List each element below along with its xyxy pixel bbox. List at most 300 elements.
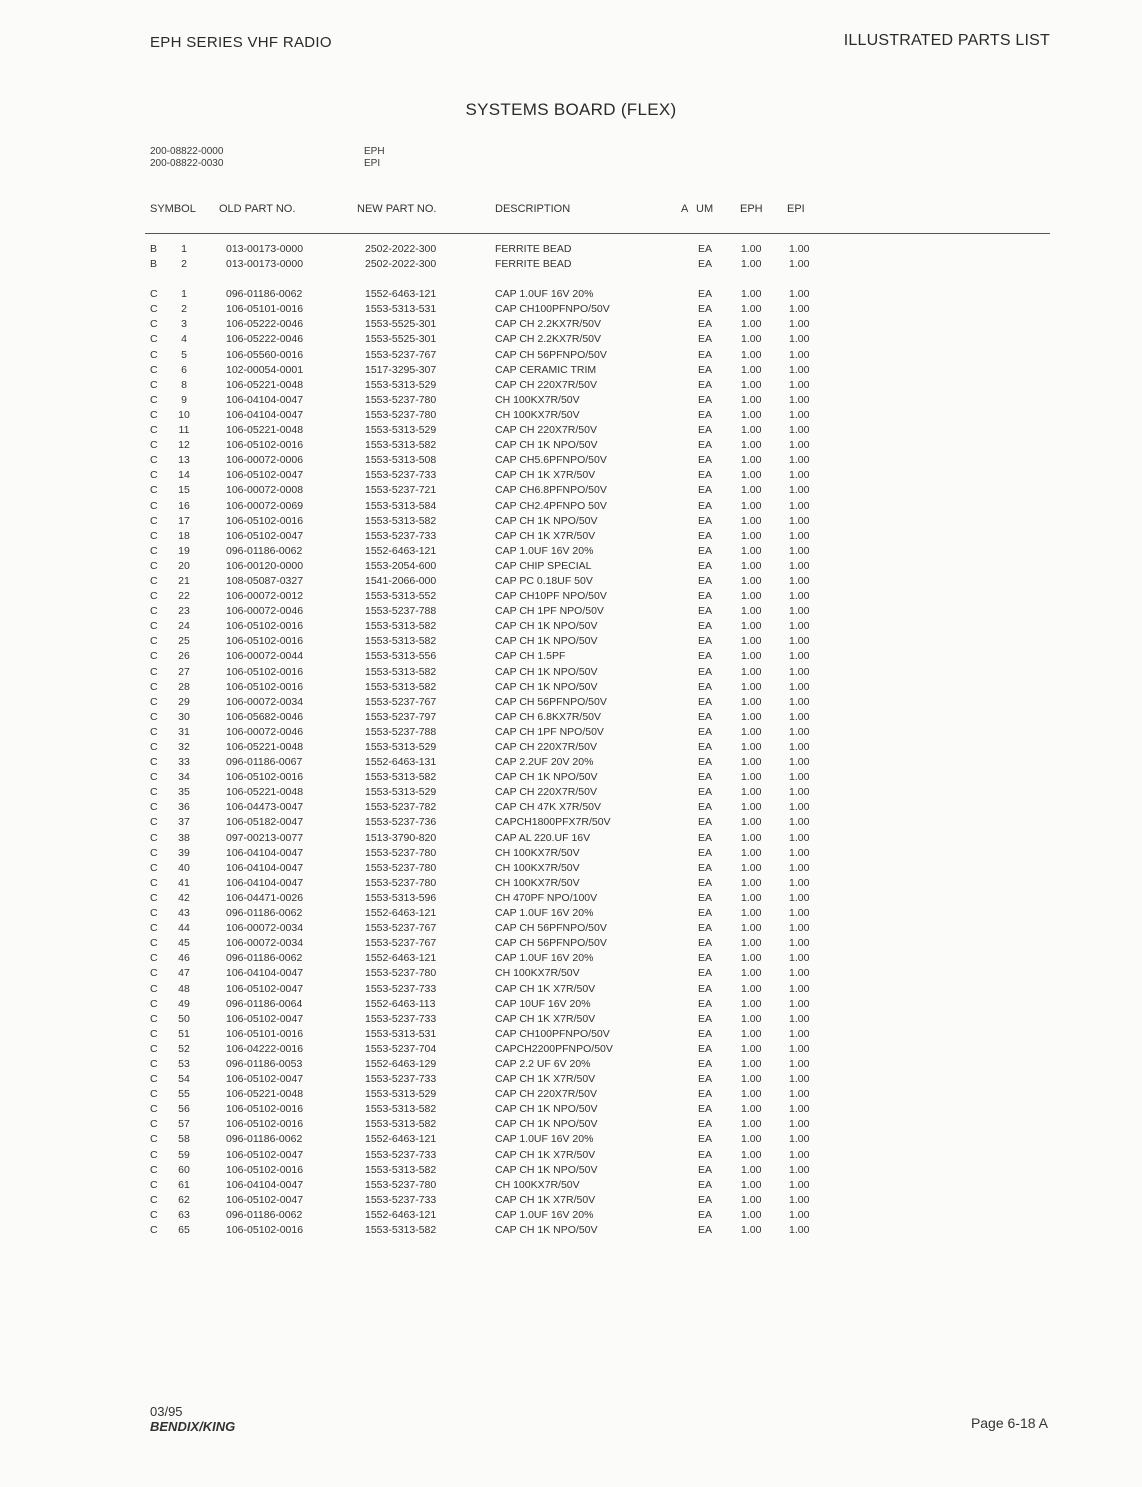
new-part-number: 1553-5313-529 — [365, 786, 437, 799]
unit-of-measure: EA — [698, 861, 713, 874]
symbol-letter: C — [150, 650, 158, 663]
qty-eph: 1.00 — [741, 650, 762, 663]
unit-of-measure: EA — [698, 801, 713, 814]
description: CAP CH 1K NPO/50V — [495, 1118, 598, 1131]
qty-eph: 1.00 — [741, 303, 762, 316]
qty-epi: 1.00 — [789, 952, 810, 965]
qty-eph: 1.00 — [741, 408, 762, 421]
description: CAP CH 1K NPO/50V — [495, 771, 598, 784]
column-header-old-part: OLD PART NO. — [219, 203, 296, 215]
symbol-number: 9 — [181, 393, 187, 406]
symbol-number: 49 — [178, 997, 190, 1010]
old-part-number: 096-01186-0062 — [226, 907, 303, 920]
symbol-number: 50 — [178, 1012, 190, 1025]
unit-of-measure: EA — [698, 1163, 713, 1176]
old-part-number: 106-00072-0034 — [226, 937, 304, 950]
qty-epi: 1.00 — [789, 967, 810, 980]
symbol-number: 33 — [178, 756, 190, 769]
description: CAP 1.0UF 16V 20% — [495, 288, 594, 301]
qty-epi: 1.00 — [789, 559, 810, 572]
description: CAP CH 1PF NPO/50V — [495, 725, 604, 738]
symbol-number: 52 — [178, 1042, 190, 1055]
new-part-number: 1553-5237-780 — [365, 967, 437, 980]
unit-of-measure: EA — [698, 514, 713, 527]
qty-eph: 1.00 — [741, 831, 762, 844]
unit-of-measure: EA — [698, 333, 713, 346]
qty-eph: 1.00 — [741, 952, 762, 965]
unit-of-measure: EA — [698, 439, 713, 452]
new-part-number: 1513-3790-820 — [365, 831, 437, 844]
new-part-number: 1552-6463-113 — [365, 997, 436, 1010]
symbol-letter: C — [150, 484, 158, 497]
symbol-letter: C — [150, 1118, 158, 1131]
symbol-number: 29 — [178, 695, 190, 708]
qty-eph: 1.00 — [741, 665, 762, 678]
qty-epi: 1.00 — [789, 378, 810, 391]
description: CAP CH 220X7R/50V — [495, 378, 597, 391]
description: CAP CH 56PFNPO/50V — [495, 348, 607, 361]
old-part-number: 106-04104-0047 — [226, 876, 304, 889]
unit-of-measure: EA — [698, 710, 713, 723]
qty-eph: 1.00 — [741, 861, 762, 874]
qty-eph: 1.00 — [741, 393, 762, 406]
new-part-number: 1552-6463-121 — [365, 952, 437, 965]
description: CAP CH 56PFNPO/50V — [495, 937, 607, 950]
description: CAP CH5.6PFNPO/50V — [495, 454, 607, 467]
qty-epi: 1.00 — [789, 1118, 810, 1131]
old-part-number: 106-00072-0046 — [226, 725, 304, 738]
old-part-number: 106-05102-0047 — [226, 529, 304, 542]
qty-eph: 1.00 — [741, 695, 762, 708]
description: CAP 1.0UF 16V 20% — [495, 907, 594, 920]
old-part-number: 106-04471-0026 — [226, 891, 304, 904]
unit-of-measure: EA — [698, 1073, 713, 1086]
old-part-number: 013-00173-0000 — [226, 243, 304, 255]
qty-epi: 1.00 — [789, 544, 810, 557]
unit-of-measure: EA — [698, 454, 713, 467]
unit-of-measure: EA — [698, 393, 713, 406]
unit-of-measure: EA — [698, 544, 713, 557]
unit-of-measure: EA — [698, 363, 713, 376]
old-part-number: 106-04104-0047 — [226, 967, 304, 980]
new-part-number: 1553-5237-780 — [365, 846, 437, 859]
new-part-number: 1553-5237-788 — [365, 605, 437, 618]
symbol-letter: C — [150, 1027, 158, 1040]
description: CAP CH 220X7R/50V — [495, 1088, 597, 1101]
qty-epi: 1.00 — [789, 484, 810, 497]
qty-eph: 1.00 — [741, 725, 762, 738]
symbol-letter: C — [150, 967, 158, 980]
symbol-number: 10 — [178, 408, 190, 421]
configuration-row — [150, 146, 385, 158]
old-part-number: 106-05102-0016 — [226, 1118, 304, 1131]
old-part-number: 106-05222-0046 — [226, 333, 304, 346]
old-part-number: 096-01186-0062 — [226, 544, 303, 557]
qty-eph: 1.00 — [741, 318, 762, 331]
symbol-number: 1 — [181, 243, 187, 255]
new-part-number: 1553-5313-584 — [365, 499, 437, 512]
qty-epi: 1.00 — [789, 771, 810, 784]
unit-of-measure: EA — [698, 695, 713, 708]
unit-of-measure: EA — [698, 650, 713, 663]
symbol-number: 46 — [178, 952, 190, 965]
qty-epi: 1.00 — [789, 982, 810, 995]
qty-eph: 1.00 — [741, 997, 762, 1010]
unit-of-measure: EA — [698, 484, 713, 497]
old-part-number: 106-05101-0016 — [226, 303, 304, 316]
symbol-number: 16 — [178, 499, 190, 512]
symbol-letter: C — [150, 680, 158, 693]
unit-of-measure: EA — [698, 590, 713, 603]
symbol-number: 5 — [181, 348, 187, 361]
qty-eph: 1.00 — [741, 620, 762, 633]
symbol-number: 56 — [178, 1103, 190, 1116]
symbol-letter: C — [150, 1148, 158, 1161]
symbol-letter: C — [150, 771, 158, 784]
description: CAP 2.2 UF 6V 20% — [495, 1057, 591, 1070]
symbol-letter: C — [150, 288, 158, 301]
unit-of-measure: EA — [698, 378, 713, 391]
qty-epi: 1.00 — [789, 937, 810, 950]
new-part-number: 1553-5237-767 — [365, 348, 437, 361]
new-part-number: 1553-5237-736 — [365, 816, 437, 829]
old-part-number: 108-05087-0327 — [226, 574, 304, 587]
old-part-number: 106-05102-0016 — [226, 514, 304, 527]
new-part-number: 1552-6463-121 — [365, 1133, 437, 1146]
qty-eph: 1.00 — [741, 907, 762, 920]
new-part-number: 1553-5237-780 — [365, 408, 437, 421]
configuration-row — [150, 158, 385, 170]
configuration-part-number: 200-08822-0030 — [150, 158, 224, 169]
description: CAP CH100PFNPO/50V — [495, 1027, 610, 1040]
symbol-letter: C — [150, 348, 158, 361]
unit-of-measure: EA — [698, 665, 713, 678]
unit-of-measure: EA — [698, 243, 713, 255]
symbol-letter: C — [150, 1057, 158, 1070]
symbol-number: 54 — [178, 1073, 190, 1086]
qty-epi: 1.00 — [789, 529, 810, 542]
unit-of-measure: EA — [698, 605, 713, 618]
symbol-letter: C — [150, 529, 158, 542]
symbol-number: 30 — [178, 710, 190, 723]
qty-epi: 1.00 — [789, 469, 810, 482]
qty-eph: 1.00 — [741, 484, 762, 497]
description: CH 100KX7R/50V — [495, 846, 580, 859]
qty-epi: 1.00 — [789, 363, 810, 376]
description: CAP CH100PFNPO/50V — [495, 303, 610, 316]
old-part-number: 106-05102-0016 — [226, 439, 304, 452]
unit-of-measure: EA — [698, 1103, 713, 1116]
new-part-number: 1553-5237-788 — [365, 725, 437, 738]
old-part-number: 106-00072-0034 — [226, 695, 304, 708]
symbol-number: 17 — [178, 514, 190, 527]
symbol-number: 61 — [178, 1178, 190, 1191]
old-part-number: 106-04104-0047 — [226, 861, 304, 874]
new-part-number: 1553-5313-582 — [365, 1118, 437, 1131]
qty-epi: 1.00 — [789, 801, 810, 814]
qty-epi: 1.00 — [789, 424, 810, 437]
new-part-number: 1553-5313-582 — [365, 771, 437, 784]
qty-epi: 1.00 — [789, 393, 810, 406]
qty-epi: 1.00 — [789, 1027, 810, 1040]
symbol-number: 57 — [178, 1118, 190, 1131]
symbol-number: 19 — [178, 544, 190, 557]
qty-eph: 1.00 — [741, 876, 762, 889]
unit-of-measure: EA — [698, 529, 713, 542]
configuration-list — [150, 146, 385, 170]
qty-eph: 1.00 — [741, 1027, 762, 1040]
old-part-number: 106-05102-0016 — [226, 665, 304, 678]
unit-of-measure: EA — [698, 574, 713, 587]
new-part-number: 1553-5313-582 — [365, 1224, 437, 1236]
symbol-letter: C — [150, 1042, 158, 1055]
unit-of-measure: EA — [698, 559, 713, 572]
column-header-symbol: SYMBOL — [150, 203, 196, 215]
qty-eph: 1.00 — [741, 967, 762, 980]
unit-of-measure: EA — [698, 982, 713, 995]
old-part-number: 106-05102-0016 — [226, 771, 304, 784]
old-part-number: 013-00173-0000 — [226, 258, 304, 271]
old-part-number: 106-05222-0046 — [226, 318, 304, 331]
description: CAP CH 1K NPO/50V — [495, 1224, 598, 1236]
new-part-number: 2502-2022-300 — [365, 243, 437, 255]
new-part-number: 1553-5237-780 — [365, 1178, 437, 1191]
symbol-letter: C — [150, 1193, 158, 1206]
symbol-number: 24 — [178, 620, 190, 633]
description: CAP CH 220X7R/50V — [495, 424, 597, 437]
description: CAP CH 1K NPO/50V — [495, 1163, 598, 1176]
qty-eph: 1.00 — [741, 1224, 762, 1236]
new-part-number: 1553-5313-508 — [365, 454, 437, 467]
symbol-number: 59 — [178, 1148, 190, 1161]
symbol-number: 8 — [181, 378, 187, 391]
symbol-number: 43 — [178, 907, 190, 920]
qty-epi: 1.00 — [789, 1103, 810, 1116]
symbol-number: 34 — [178, 771, 190, 784]
symbol-number: 65 — [178, 1224, 190, 1236]
symbol-number: 2 — [181, 258, 187, 271]
old-part-number: 106-00120-0000 — [226, 559, 304, 572]
old-part-number: 106-05102-0016 — [226, 620, 304, 633]
symbol-letter: C — [150, 786, 158, 799]
symbol-number: 21 — [178, 574, 190, 587]
qty-epi: 1.00 — [789, 1224, 810, 1236]
symbol-letter: C — [150, 1163, 158, 1176]
old-part-number: 097-00213-0077 — [226, 831, 304, 844]
symbol-letter: C — [150, 1133, 158, 1146]
symbol-letter: C — [150, 635, 158, 648]
unit-of-measure: EA — [698, 741, 713, 753]
description: CAP CH 1.5PF — [495, 650, 566, 663]
new-part-number: 1553-5313-529 — [365, 741, 437, 753]
new-part-number: 1553-5313-529 — [365, 378, 437, 391]
unit-of-measure: EA — [698, 831, 713, 844]
symbol-number: 32 — [178, 741, 190, 753]
new-part-number: 1553-5237-733 — [365, 982, 437, 995]
unit-of-measure: EA — [698, 318, 713, 331]
symbol-number: 40 — [178, 861, 190, 874]
description: CAP CH 1K X7R/50V — [495, 1012, 596, 1025]
description: CAP CH 1K NPO/50V — [495, 665, 598, 678]
symbol-number: 63 — [178, 1208, 190, 1221]
unit-of-measure: EA — [698, 469, 713, 482]
new-part-number: 1553-5313-582 — [365, 514, 437, 527]
unit-of-measure: EA — [698, 937, 713, 950]
unit-of-measure: EA — [698, 499, 713, 512]
qty-eph: 1.00 — [741, 1178, 762, 1191]
description: CH 470PF NPO/100V — [495, 891, 598, 904]
qty-eph: 1.00 — [741, 801, 762, 814]
old-part-number: 106-00072-0044 — [226, 650, 304, 663]
new-part-number: 1553-5313-529 — [365, 1088, 437, 1101]
unit-of-measure: EA — [698, 1118, 713, 1131]
unit-of-measure: EA — [698, 952, 713, 965]
qty-epi: 1.00 — [789, 997, 810, 1010]
symbol-letter: C — [150, 620, 158, 633]
symbol-letter: C — [150, 695, 158, 708]
symbol-letter: C — [150, 605, 158, 618]
symbol-letter: C — [150, 469, 158, 482]
qty-epi: 1.00 — [789, 454, 810, 467]
unit-of-measure: EA — [698, 303, 713, 316]
description: CAP CH6.8PFNPO/50V — [495, 484, 607, 497]
symbol-letter: C — [150, 982, 158, 995]
symbol-number: 23 — [178, 605, 190, 618]
qty-eph: 1.00 — [741, 635, 762, 648]
symbol-letter: C — [150, 710, 158, 723]
qty-eph: 1.00 — [741, 424, 762, 437]
symbol-number: 38 — [178, 831, 190, 844]
old-part-number: 106-04473-0047 — [226, 801, 304, 814]
unit-of-measure: EA — [698, 1193, 713, 1206]
qty-epi: 1.00 — [789, 831, 810, 844]
unit-of-measure: EA — [698, 1208, 713, 1221]
unit-of-measure: EA — [698, 680, 713, 693]
qty-epi: 1.00 — [789, 710, 810, 723]
qty-eph: 1.00 — [741, 922, 762, 935]
description: CAP 1.0UF 16V 20% — [495, 544, 594, 557]
old-part-number: 106-05102-0016 — [226, 1163, 304, 1176]
qty-eph: 1.00 — [741, 258, 762, 271]
old-part-number: 106-04104-0047 — [226, 408, 304, 421]
old-part-number: 106-05682-0046 — [226, 710, 304, 723]
new-part-number: 1553-5237-721 — [365, 484, 437, 497]
qty-epi: 1.00 — [789, 258, 810, 271]
qty-epi: 1.00 — [789, 1193, 810, 1206]
qty-epi: 1.00 — [789, 303, 810, 316]
symbol-letter: C — [150, 1103, 158, 1116]
qty-eph: 1.00 — [741, 786, 762, 799]
unit-of-measure: EA — [698, 1088, 713, 1101]
qty-epi: 1.00 — [789, 1163, 810, 1176]
new-part-number: 1552-6463-121 — [365, 288, 437, 301]
new-part-number: 1553-5525-301 — [365, 318, 437, 331]
new-part-number: 2502-2022-300 — [365, 258, 437, 271]
symbol-number: 42 — [178, 891, 190, 904]
old-part-number: 096-01186-0062 — [226, 1133, 303, 1146]
qty-eph: 1.00 — [741, 544, 762, 557]
column-header-eph: EPH — [740, 203, 763, 215]
qty-eph: 1.00 — [741, 1148, 762, 1161]
new-part-number: 1553-5313-582 — [365, 680, 437, 693]
symbol-letter: C — [150, 378, 158, 391]
qty-epi: 1.00 — [789, 1088, 810, 1101]
qty-epi: 1.00 — [789, 922, 810, 935]
qty-epi: 1.00 — [789, 1042, 810, 1055]
new-part-number: 1553-5237-782 — [365, 801, 437, 814]
description: CAP CH 1K NPO/50V — [495, 514, 598, 527]
new-part-number: 1553-2054-600 — [365, 559, 437, 572]
description: CAP CH10PF NPO/50V — [495, 590, 607, 603]
new-part-number: 1553-5313-582 — [365, 665, 437, 678]
old-part-number: 106-00072-0046 — [226, 605, 304, 618]
new-part-number: 1553-5313-531 — [365, 1027, 437, 1040]
qty-eph: 1.00 — [741, 680, 762, 693]
unit-of-measure: EA — [698, 1042, 713, 1055]
description: CAP CH 1K X7R/50V — [495, 529, 596, 542]
symbol-number: 4 — [181, 333, 187, 346]
symbol-letter: C — [150, 891, 158, 904]
qty-eph: 1.00 — [741, 574, 762, 587]
symbol-number: 35 — [178, 786, 190, 799]
qty-eph: 1.00 — [741, 559, 762, 572]
description: CAP CH 56PFNPO/50V — [495, 922, 607, 935]
qty-epi: 1.00 — [789, 1057, 810, 1070]
qty-epi: 1.00 — [789, 741, 810, 753]
symbol-number: 62 — [178, 1193, 190, 1206]
old-part-number: 106-05102-0016 — [226, 635, 304, 648]
qty-epi: 1.00 — [789, 846, 810, 859]
qty-eph: 1.00 — [741, 1042, 762, 1055]
configuration-part-number: 200-08822-0000 — [150, 146, 224, 157]
qty-epi: 1.00 — [789, 333, 810, 346]
qty-epi: 1.00 — [789, 439, 810, 452]
column-header-a: A — [681, 203, 689, 215]
qty-eph: 1.00 — [741, 1118, 762, 1131]
qty-epi: 1.00 — [789, 756, 810, 769]
old-part-number: 106-04222-0016 — [226, 1042, 304, 1055]
unit-of-measure: EA — [698, 922, 713, 935]
old-part-number: 106-05221-0048 — [226, 424, 304, 437]
page-title: SYSTEMS BOARD (FLEX) — [465, 100, 677, 119]
symbol-number: 39 — [178, 846, 190, 859]
symbol-letter: C — [150, 1208, 158, 1221]
qty-eph: 1.00 — [741, 1073, 762, 1086]
unit-of-measure: EA — [698, 725, 713, 738]
qty-epi: 1.00 — [789, 243, 810, 255]
column-header-um: UM — [696, 203, 714, 215]
unit-of-measure: EA — [698, 1027, 713, 1040]
old-part-number: 096-01186-0062 — [226, 288, 303, 301]
unit-of-measure: EA — [698, 891, 713, 904]
qty-eph: 1.00 — [741, 1088, 762, 1101]
old-part-number: 106-05102-0047 — [226, 1012, 304, 1025]
symbol-letter: C — [150, 454, 158, 467]
description: CAP CH 1K X7R/50V — [495, 1148, 596, 1161]
old-part-number: 106-05560-0016 — [226, 348, 304, 361]
qty-eph: 1.00 — [741, 756, 762, 769]
new-part-number: 1553-5237-733 — [365, 1148, 437, 1161]
qty-eph: 1.00 — [741, 1133, 762, 1146]
unit-of-measure: EA — [698, 1148, 713, 1161]
symbol-number: 6 — [181, 363, 187, 376]
symbol-number: 41 — [178, 876, 190, 889]
qty-eph: 1.00 — [741, 1103, 762, 1116]
description: CH 100KX7R/50V — [495, 876, 580, 889]
symbol-number: 45 — [178, 937, 190, 950]
qty-epi: 1.00 — [789, 1073, 810, 1086]
description: CAP CH 1K NPO/50V — [495, 620, 598, 633]
